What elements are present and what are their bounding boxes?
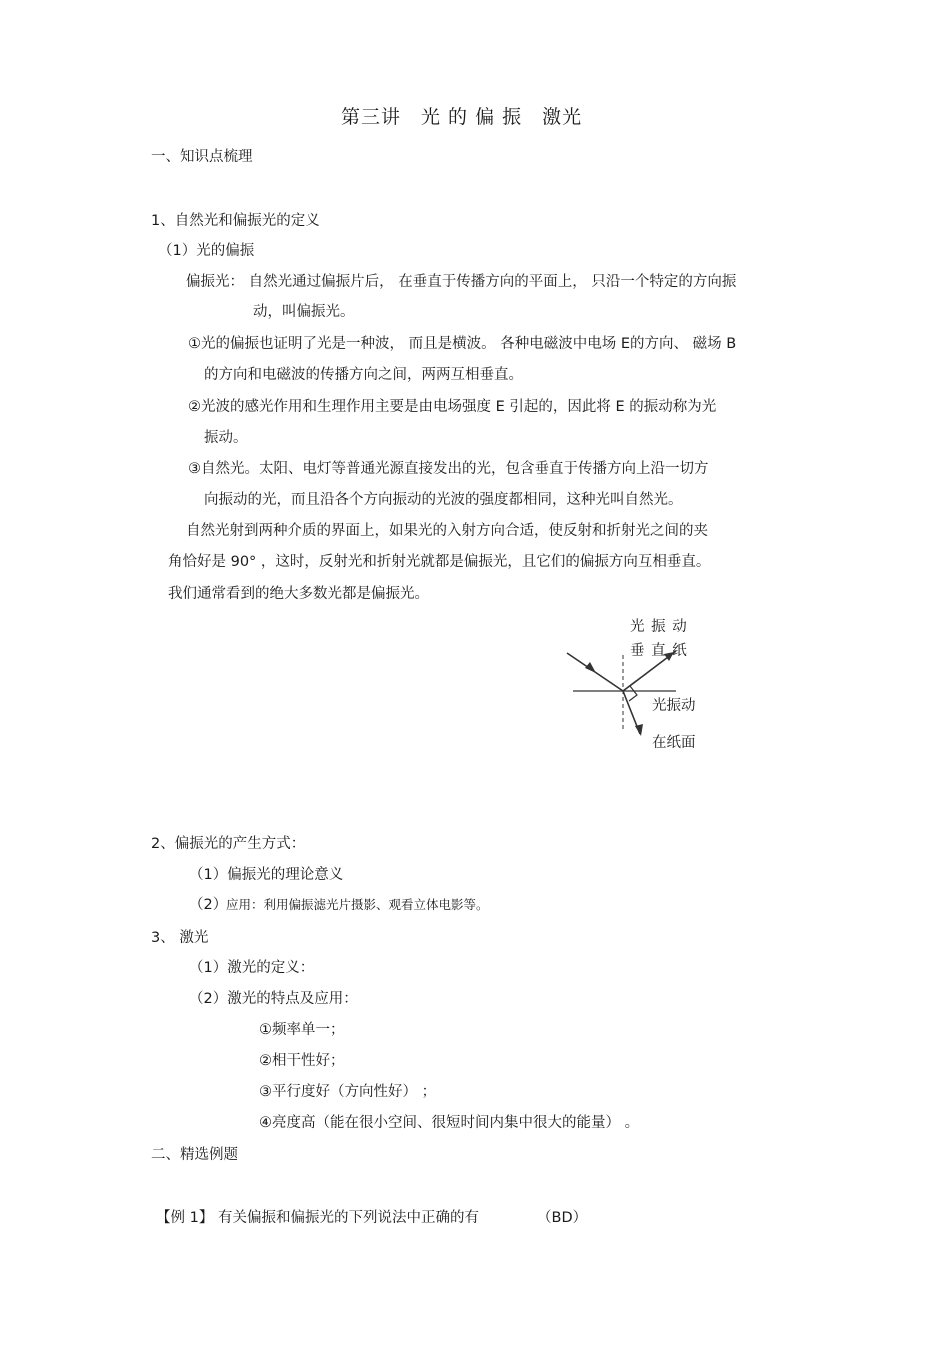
laser-features-heading: （2）激光的特点及应用： — [189, 991, 358, 1007]
production-item-1: （1）偏振光的理论意义 — [189, 867, 344, 883]
example-1-question: 【例 1】 有关偏振和偏振光的下列说法中正确的有 — [156, 1210, 479, 1226]
label-light-vibration: 光 振 动 — [630, 619, 688, 635]
right-angle-mark — [629, 686, 637, 701]
page-title: 第三讲 光 的 偏 振 激光 — [341, 106, 583, 128]
example-1-answer: （BD） — [537, 1210, 588, 1226]
polarized-light-definition-line2: 动，叫偏振光。 — [253, 304, 355, 320]
point-1-line1: ①光的偏振也证明了光是一种波， 而且是横波。 各种电磁波中电场 E的方向、 磁场 B — [188, 336, 737, 352]
laser-feature-3: ③平行度好（方向性好） ； — [259, 1084, 437, 1100]
point-2-line1: ②光波的感光作用和生理作用主要是由电场强度 E 引起的，因此将 E 的振动称为光 — [188, 399, 717, 415]
polarized-light-definition-line1: 偏振光： 自然光通过偏振片后， 在垂直于传播方向的平面上， 只沿一个特定的方向振 — [186, 274, 737, 290]
laser-feature-2: ②相干性好； — [259, 1053, 345, 1069]
laser-feature-1: ①频率单一； — [259, 1022, 345, 1038]
section-heading-knowledge: 一、知识点梳理 — [151, 149, 253, 165]
point-2-line2: 振动。 — [204, 430, 248, 446]
heading-definitions: 1、自然光和偏振光的定义 — [151, 213, 320, 229]
laser-definition: （1）激光的定义： — [189, 960, 315, 976]
brewster-paragraph-line1: 自然光射到两种介质的界面上，如果光的入射方向合适，使反射和折射光之间的夹 — [186, 523, 708, 539]
production-item-2-text: 应用：利用偏振滤光片摄影、观看立体电影等。 — [226, 897, 489, 912]
common-light-note: 我们通常看到的绝大多数光都是偏振光。 — [168, 586, 429, 602]
laser-feature-4: ④亮度高（能在很小空间、很短时间内集中很大的能量） 。 — [259, 1115, 640, 1131]
heading-production: 2、偏振光的产生方式： — [151, 836, 306, 852]
production-item-2-num: （2） — [189, 897, 228, 913]
heading-laser: 3、 激光 — [151, 930, 209, 946]
section-heading-examples: 二、精选例题 — [151, 1147, 238, 1163]
label-in-paper-plane: 在纸面 — [652, 735, 696, 751]
subheading-polarization: （1）光的偏振 — [158, 243, 255, 259]
brewster-paragraph-line2: 角恰好是 90° ，这时，反射光和折射光就都是偏振光，且它们的偏振方向互相垂直。 — [168, 554, 711, 570]
incident-arrowhead — [585, 662, 596, 673]
label-light-vibration-2: 光振动 — [652, 698, 696, 714]
refracted-arrowhead — [635, 724, 643, 736]
point-1-line2: 的方向和电磁波的传播方向之间，两两互相垂直。 — [204, 367, 523, 383]
label-perpendicular-paper: 垂 直 纸 — [630, 643, 688, 659]
point-3-line2: 向振动的光，而且沿各个方向振动的光波的强度都相同，这种光叫自然光。 — [204, 492, 683, 508]
point-3-line1: ③自然光。太阳、电灯等普通光源直接发出的光，包含垂直于传播方向上沿一切方 — [188, 461, 709, 477]
